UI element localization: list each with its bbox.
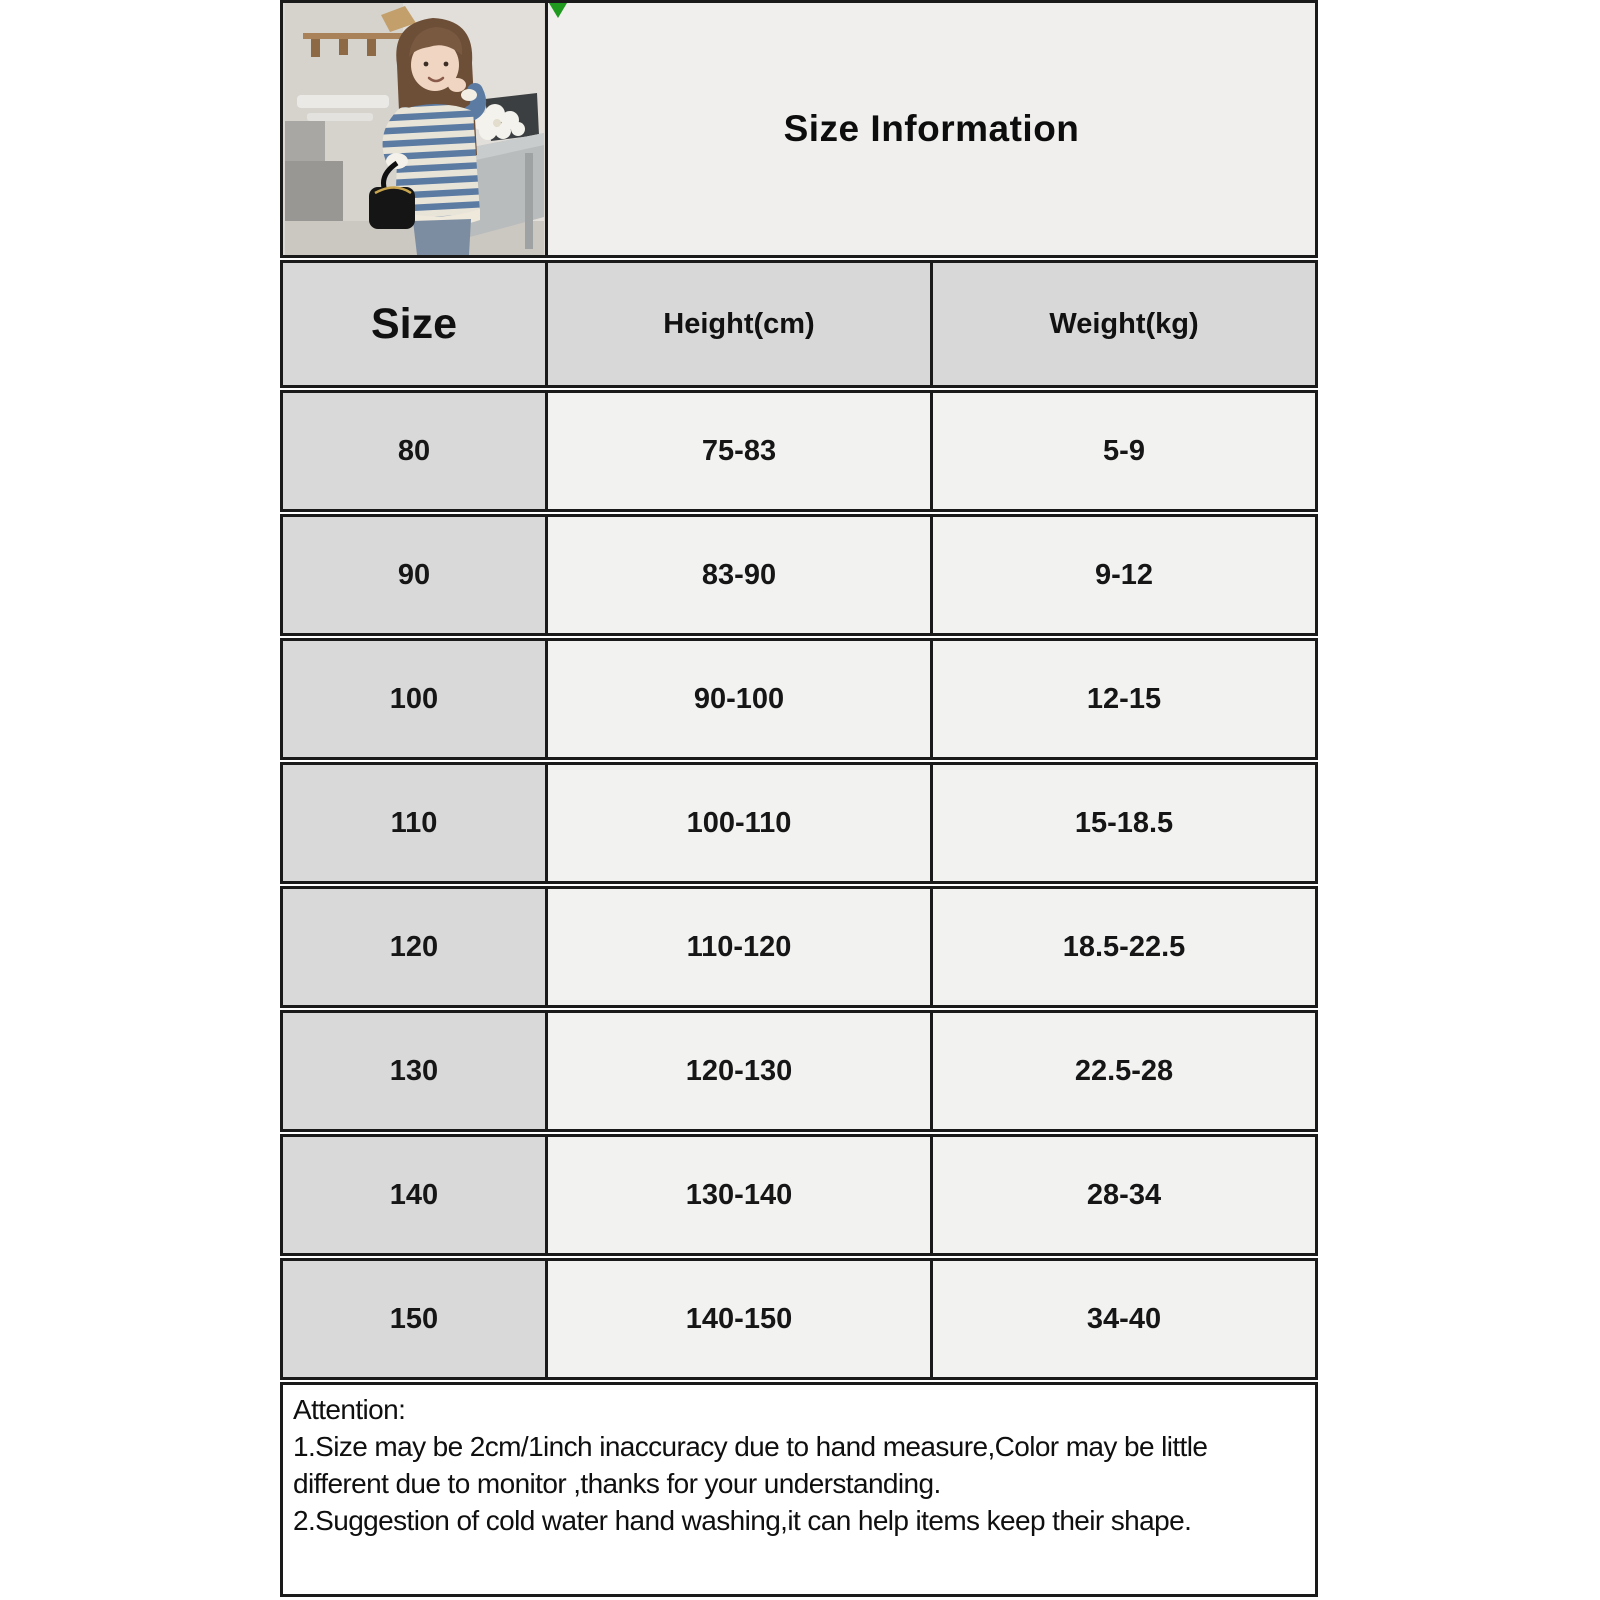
- product-photo-illustration: [285, 3, 544, 255]
- height-range-cell: 83-90: [545, 514, 930, 636]
- size-value-cell: 130: [280, 1010, 545, 1132]
- table-row: [280, 1258, 1318, 1380]
- attention-line: 2.Suggestion of cold water hand washing,it can help items keep their shape.: [293, 1505, 1192, 1536]
- height-range-cell: 75-83: [545, 390, 930, 512]
- header-size: Size: [280, 260, 545, 388]
- weight-range-cell: 34-40: [930, 1258, 1318, 1380]
- weight-range-cell: 12-15: [930, 638, 1318, 760]
- header-height: Height(cm): [545, 260, 930, 388]
- size-value-cell: 120: [280, 886, 545, 1008]
- attention-line: different due to monitor ,thanks for your understanding.: [293, 1468, 941, 1499]
- green-corner-marker-icon: [549, 3, 567, 18]
- height-range-cell: 110-120: [545, 886, 930, 1008]
- attention-heading: Attention:: [293, 1394, 406, 1425]
- attention-line: 1.Size may be 2cm/1inch inaccuracy due to hand measure,Color may be little: [293, 1431, 1208, 1462]
- table-row: [280, 1010, 1318, 1132]
- table-row: [280, 886, 1318, 1008]
- table-row: [280, 762, 1318, 884]
- page-title: Size Information: [783, 108, 1080, 149]
- size-value-cell: 110: [280, 762, 545, 884]
- size-value-cell: 140: [280, 1134, 545, 1256]
- weight-range-cell: 9-12: [930, 514, 1318, 636]
- product-photo: [280, 0, 545, 258]
- size-chart-sheet: [280, 0, 1318, 1597]
- size-value-cell: 90: [280, 514, 545, 636]
- height-range-cell: 130-140: [545, 1134, 930, 1256]
- weight-range-cell: 5-9: [930, 390, 1318, 512]
- table-row: [280, 638, 1318, 760]
- size-information-header: [545, 0, 1318, 258]
- weight-range-cell: 18.5-22.5: [930, 886, 1318, 1008]
- size-value-cell: 100: [280, 638, 545, 760]
- attention-note: [280, 1382, 1318, 1597]
- table-row: [280, 390, 1318, 512]
- weight-range-cell: 15-18.5: [930, 762, 1318, 884]
- table-row: [280, 514, 1318, 636]
- size-value-cell: 150: [280, 1258, 545, 1380]
- header-weight: Weight(kg): [930, 260, 1318, 388]
- height-range-cell: 100-110: [545, 762, 930, 884]
- height-range-cell: 120-130: [545, 1010, 930, 1132]
- top-row: [280, 0, 1318, 258]
- weight-range-cell: 22.5-28: [930, 1010, 1318, 1132]
- weight-range-cell: 28-34: [930, 1134, 1318, 1256]
- size-value-cell: 80: [280, 390, 545, 512]
- table-row: [280, 1134, 1318, 1256]
- height-range-cell: 140-150: [545, 1258, 930, 1380]
- height-range-cell: 90-100: [545, 638, 930, 760]
- table-header-row: [280, 260, 1318, 388]
